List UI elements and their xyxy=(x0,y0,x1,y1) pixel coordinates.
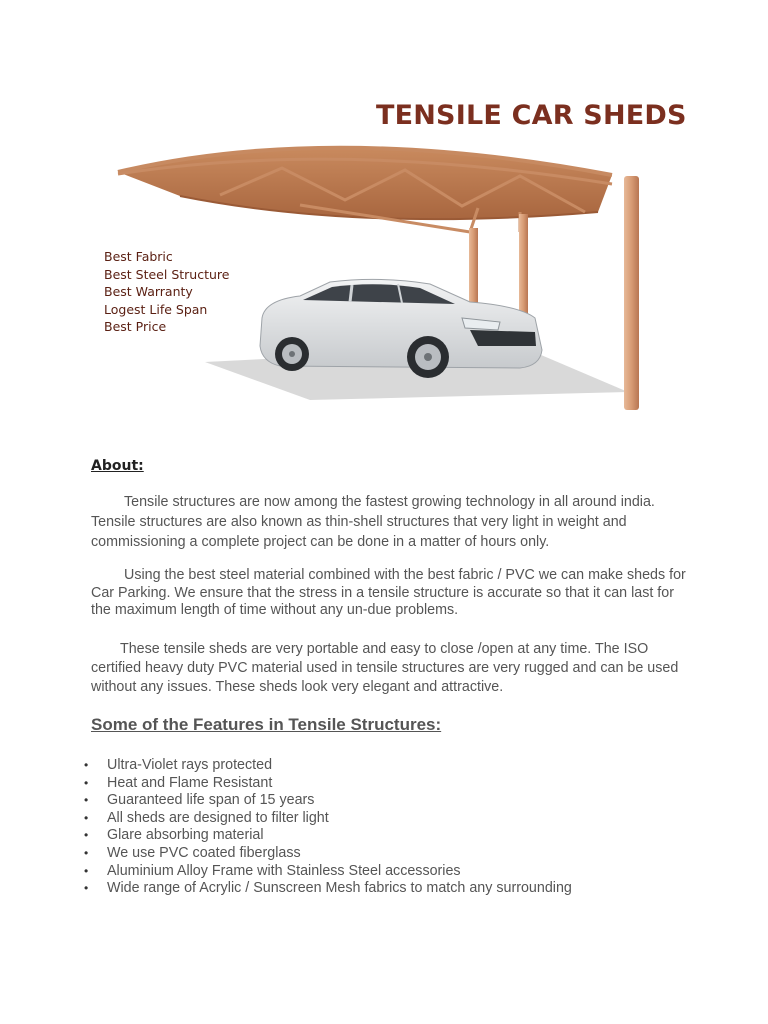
bullet-icon: • xyxy=(84,810,89,825)
list-item: • Glare absorbing material xyxy=(84,827,264,844)
front-column xyxy=(624,176,639,410)
about-paragraph-2: Using the best steel material combined with the best fabric / PVC we can make sheds for Car Parking. We ensure that the stress in a tensile structure is accurate so that it can last for the maximum length of time without any un-due problems. xyxy=(91,567,686,618)
list-item: • Wide range of Acrylic / Sunscreen Mesh fabrics to match any surrounding xyxy=(84,880,572,897)
list-item: • We use PVC coated fiberglass xyxy=(84,844,301,861)
bullet-icon: • xyxy=(84,758,89,772)
highlight-item: Best Warranty xyxy=(104,284,193,300)
highlight-item: Best Fabric xyxy=(104,249,173,264)
list-item: • Guaranteed life span of 15 years xyxy=(84,792,315,809)
highlight-item: Logest Life Span xyxy=(104,301,208,317)
bullet-icon: • xyxy=(84,881,89,896)
bullet-icon: • xyxy=(84,828,89,843)
features-list xyxy=(84,757,572,898)
list-item: • All sheds are designed to filter light xyxy=(84,809,329,826)
rear-column-left xyxy=(469,228,478,306)
bullet-icon: • xyxy=(84,863,89,878)
about-paragraph-1: Tensile structures are now among the fastest growing technology in all around india. Tensile structures are also known as thin-shell structures that very light in weight and commissioning a complete project can be done in a matter of hours only. xyxy=(91,494,655,550)
list-item: • Aluminium Alloy Frame with Stainless Steel accessories xyxy=(84,862,461,879)
highlight-item: Best Price xyxy=(104,319,167,335)
bullet-icon: • xyxy=(84,775,89,790)
list-item: • Heat and Flame Resistant xyxy=(84,774,273,791)
bullet-icon: • xyxy=(84,845,89,860)
features-heading: Some of the Features in Tensile Structures: xyxy=(91,715,442,734)
car xyxy=(260,279,542,378)
banner-title: TENSILE CAR SHEDS xyxy=(376,100,687,131)
banner-highlights xyxy=(104,248,229,336)
bullet-icon: • xyxy=(84,793,89,808)
highlight-item: Best Steel Structure xyxy=(104,266,230,282)
about-paragraph-3: These tensile sheds are very portable and easy to close /open at any time. The ISO certified heavy duty PVC material used in tensile structures are very rugged and can be used without any issues. These sheds look very elegant and attractive. xyxy=(91,641,679,695)
list-item: • Ultra-Violet rays protected xyxy=(84,757,273,773)
about-heading: About: xyxy=(91,458,144,474)
